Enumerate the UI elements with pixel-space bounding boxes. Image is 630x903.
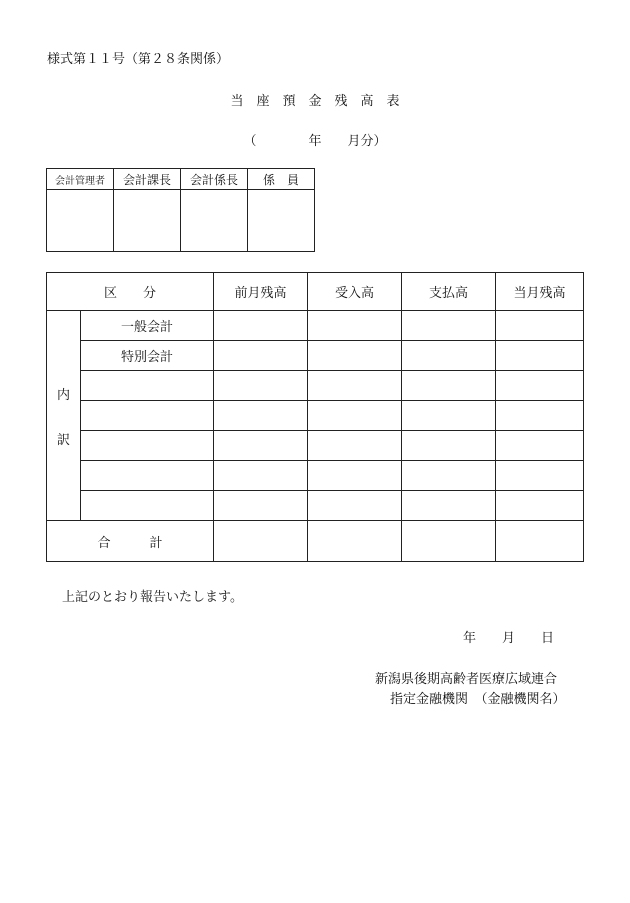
cell-paid[interactable] [402,491,496,521]
row-label[interactable] [81,401,214,431]
approval-header-staff: 係 員 [248,169,315,190]
header-paid: 支払高 [402,273,496,311]
row-label: 一般会計 [81,311,214,341]
cell-paid[interactable] [402,371,496,401]
table-row [47,431,584,461]
header-received: 受入高 [308,273,402,311]
total-row [47,521,584,562]
document-title: 当 座 預 金 残 高 表 [230,94,400,109]
cell-current-balance[interactable] [496,341,584,371]
row-label[interactable] [81,431,214,461]
table-row [47,311,584,341]
header-category: 区 分 [47,273,214,311]
reporting-period: （ 年 月分） [243,134,387,149]
cell-prev-balance[interactable] [214,461,308,491]
breakdown-label [47,311,81,521]
cell-received[interactable] [308,461,402,491]
cell-prev-balance[interactable] [214,371,308,401]
cell-received[interactable] [308,371,402,401]
cell-current-balance[interactable] [496,311,584,341]
cell-received[interactable] [308,341,402,371]
cell-prev-balance[interactable] [214,311,308,341]
total-received[interactable] [308,521,402,562]
approval-header-subsection-chief: 会計係長 [181,169,248,190]
row-label[interactable] [81,461,214,491]
total-current-balance[interactable] [496,521,584,562]
balance-table [46,272,584,562]
designated-bank: 指定金融機関 （金融機関名） [390,692,566,707]
total-label: 合 計 [47,521,214,562]
cell-current-balance[interactable] [496,371,584,401]
breakdown-char-2: 訳 [56,432,70,448]
cell-received[interactable] [308,311,402,341]
row-label: 特別会計 [81,341,214,371]
breakdown-char-1: 内 [56,387,70,403]
cell-paid[interactable] [402,311,496,341]
header-prev-balance: 前月残高 [214,273,308,311]
cell-received[interactable] [308,491,402,521]
header-current-balance: 当月残高 [496,273,584,311]
stamp-box-subsection-chief[interactable] [181,190,248,252]
cell-current-balance[interactable] [496,461,584,491]
cell-paid[interactable] [402,341,496,371]
cell-prev-balance[interactable] [214,341,308,371]
approval-header-section-chief: 会計課長 [114,169,181,190]
stamp-box-treasurer[interactable] [47,190,114,252]
cell-prev-balance[interactable] [214,431,308,461]
table-row [47,461,584,491]
cell-paid[interactable] [402,401,496,431]
form-number: 様式第１１号（第２８条関係） [47,52,230,67]
table-row [47,401,584,431]
row-label[interactable] [81,491,214,521]
total-paid[interactable] [402,521,496,562]
cell-paid[interactable] [402,431,496,461]
cell-received[interactable] [308,401,402,431]
organization-name: 新潟県後期高齢者医療広域連合 [375,672,558,687]
cell-current-balance[interactable] [496,491,584,521]
approval-stamp-table [46,168,315,252]
row-label[interactable] [81,371,214,401]
report-note: 上記のとおり報告いたします。 [62,590,243,605]
cell-prev-balance[interactable] [214,491,308,521]
cell-received[interactable] [308,431,402,461]
table-row [47,371,584,401]
cell-paid[interactable] [402,461,496,491]
cell-current-balance[interactable] [496,431,584,461]
date-line: 年 月 日 [463,631,555,646]
table-row [47,341,584,371]
cell-prev-balance[interactable] [214,401,308,431]
cell-current-balance[interactable] [496,401,584,431]
stamp-box-staff[interactable] [248,190,315,252]
total-prev-balance[interactable] [214,521,308,562]
table-row [47,491,584,521]
stamp-box-section-chief[interactable] [114,190,181,252]
approval-header-treasurer: 会計管理者 [47,169,114,190]
